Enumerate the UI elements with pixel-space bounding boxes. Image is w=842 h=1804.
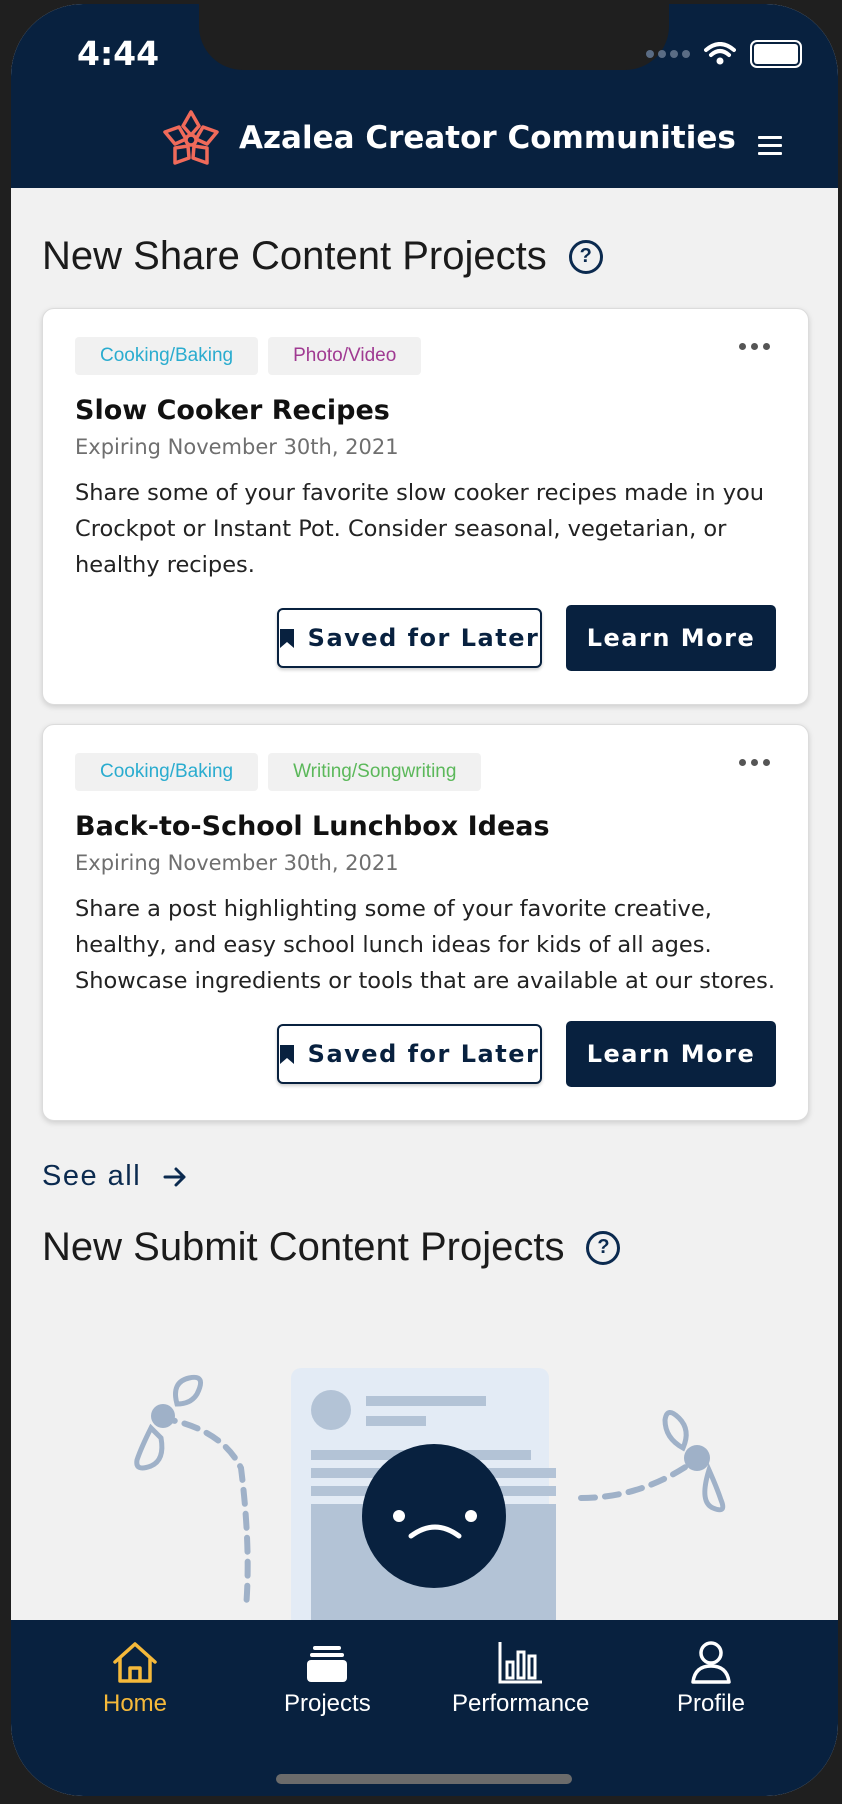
card-description: Share a post highlighting some of your favorite creative, healthy, and easy school lunch ideas for kids of all ages. Showcase ingredients or tools that are available at our stores. <box>75 896 776 994</box>
tag-chip[interactable]: Cooking/Baking <box>75 753 258 791</box>
azalea-flower-icon <box>161 108 221 168</box>
person-icon <box>689 1640 733 1684</box>
learn-more-button[interactable] <box>566 1021 776 1087</box>
more-options-icon[interactable] <box>739 343 770 350</box>
tag-chip[interactable]: Cooking/Baking <box>75 337 258 375</box>
learn-more-label: Learn More <box>586 1040 756 1068</box>
bookmark-icon <box>280 1045 294 1064</box>
learn-more-label: Learn More <box>586 624 756 652</box>
app-header <box>11 4 838 188</box>
saved-for-later-button[interactable] <box>277 608 542 668</box>
tab-projects[interactable] <box>284 1640 371 1718</box>
help-icon[interactable]: ? <box>569 240 603 274</box>
card-tags <box>75 337 421 375</box>
tab-home-label: Home <box>103 1690 168 1717</box>
wifi-icon <box>704 42 736 66</box>
app-title: Azalea Creator Communities <box>239 120 736 156</box>
device-notch <box>199 4 669 70</box>
card-title: Back-to-School Lunchbox Ideas <box>75 811 550 842</box>
empty-state-illustration <box>121 1368 741 1628</box>
saved-for-later-label: Saved for Later <box>307 624 540 652</box>
projects-icon <box>305 1640 349 1684</box>
arrow-right-icon <box>163 1166 187 1188</box>
hamburger-menu-icon[interactable] <box>758 136 782 156</box>
more-options-icon[interactable] <box>739 759 770 766</box>
battery-icon <box>750 40 802 68</box>
tab-home[interactable] <box>103 1640 167 1718</box>
learn-more-button[interactable] <box>566 605 776 671</box>
card-title: Slow Cooker Recipes <box>75 395 390 426</box>
status-icons <box>646 40 802 68</box>
tab-profile[interactable] <box>677 1640 745 1718</box>
status-time: 4:44 <box>77 34 160 73</box>
card-tags <box>75 753 481 791</box>
saved-for-later-label: Saved for Later <box>307 1040 540 1068</box>
brand <box>161 108 736 168</box>
bottom-tab-bar <box>11 1620 838 1796</box>
tab-performance-label: Performance <box>452 1690 590 1717</box>
share-section-title-text: New Share Content Projects <box>42 234 547 278</box>
phone-screen <box>11 4 838 1796</box>
submit-section-title-text: New Submit Content Projects <box>42 1225 565 1269</box>
tab-performance[interactable] <box>452 1640 589 1718</box>
home-icon <box>111 1640 159 1684</box>
submit-section-title <box>42 1225 620 1270</box>
project-card <box>42 308 809 705</box>
cellular-signal-icon <box>646 50 690 58</box>
home-indicator[interactable] <box>276 1774 572 1784</box>
tag-chip[interactable]: Writing/Songwriting <box>268 753 481 791</box>
bar-chart-icon <box>497 1640 545 1684</box>
saved-for-later-button[interactable] <box>277 1024 542 1084</box>
see-all-link[interactable] <box>42 1160 187 1193</box>
card-expiry: Expiring November 30th, 2021 <box>75 851 399 875</box>
project-card <box>42 724 809 1121</box>
share-section-title <box>42 234 603 279</box>
tab-projects-label: Projects <box>284 1690 371 1717</box>
card-expiry: Expiring November 30th, 2021 <box>75 435 399 459</box>
see-all-label: See all <box>42 1160 142 1192</box>
tag-chip[interactable]: Photo/Video <box>268 337 421 375</box>
help-icon[interactable]: ? <box>586 1231 620 1265</box>
bookmark-icon <box>280 629 294 648</box>
tab-profile-label: Profile <box>677 1690 746 1717</box>
card-description: Share some of your favorite slow cooker recipes made in you Crockpot or Instant Pot. Consider seasonal, vegetarian, or healthy recipes. <box>75 480 765 578</box>
